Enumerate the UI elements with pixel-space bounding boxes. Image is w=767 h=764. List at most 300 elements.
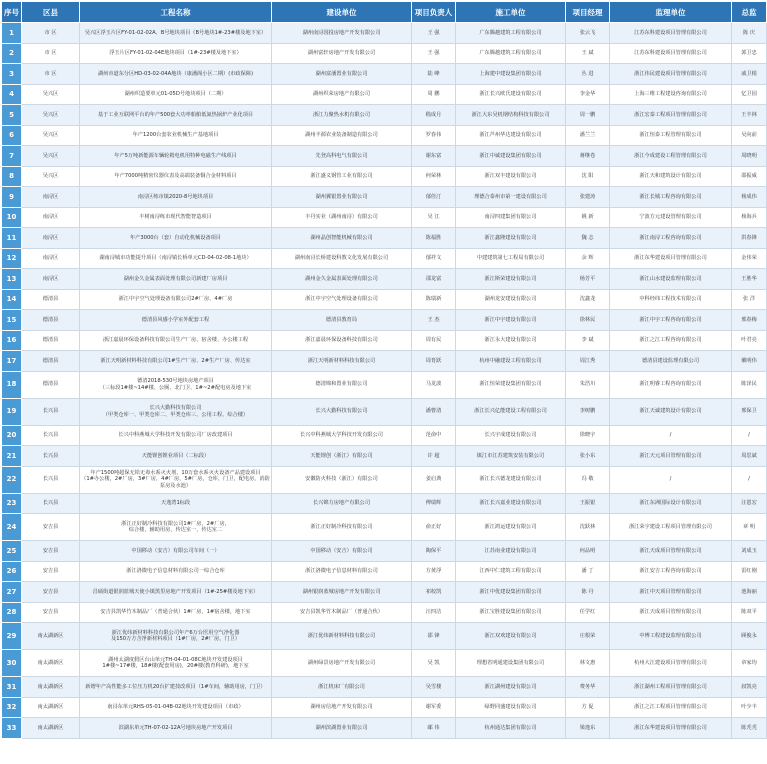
- project-name-cell: 南浔区练市镇2020-8号地块项目: [80, 187, 272, 208]
- header-seq: 序号: [2, 2, 22, 23]
- builder-cell: 浙江盛义钢管工业有限公司: [272, 166, 412, 187]
- district-cell: 吴兴区: [22, 105, 80, 126]
- project-leader-cell: 郁祥文: [412, 248, 456, 269]
- project-leader-cell: 王 强: [412, 23, 456, 44]
- seq-cell: 5: [2, 105, 22, 126]
- project-manager-cell: 李金华: [566, 84, 610, 105]
- project-manager-cell: 蒋继卷: [566, 146, 610, 167]
- table-row: [2, 187, 767, 208]
- supervisor-unit-cell: 浙江中宇工程咨询有限公司: [610, 310, 732, 331]
- chief-supervisor-cell: 汪恩宏: [732, 493, 767, 514]
- builder-cell: 浙江机床厂有限公司: [272, 677, 412, 698]
- table-row: [2, 23, 767, 44]
- contractor-cell: 广东腾越建筑工程有限公司: [456, 43, 566, 64]
- district-cell: 南浔区: [22, 248, 80, 269]
- header-supervisor-unit: 监理单位: [610, 2, 732, 23]
- project-leader-cell: 陶保平: [412, 541, 456, 562]
- builder-cell: 湖州翼银置业有限公司: [272, 187, 412, 208]
- supervisor-unit-cell: 浙江湖州工程项目管理有限公司: [610, 677, 732, 698]
- project-manager-cell: 张小东: [566, 446, 610, 467]
- project-name-cell: 昌硕街道银润蓝城天使小镇黑里房地产开发项目（1#-25#楼及地下室）: [80, 582, 272, 603]
- project-name-cell: 湖州织造要单元01-05D号地块项目（二期）: [80, 84, 272, 105]
- seq-cell: 13: [2, 269, 22, 290]
- table-row: [2, 602, 767, 623]
- contractor-cell: 浙江长兴嘉业建设有限公司: [456, 493, 566, 514]
- table-row: [2, 541, 767, 562]
- project-leader-cell: 许 超: [412, 446, 456, 467]
- project-name-cell: 浮玉片区FY-01-02-04E地块项目（1#-23#楼及地下室）: [80, 43, 272, 64]
- supervisor-unit-cell: 江苏东科建设项目管理有限公司: [610, 43, 732, 64]
- project-leader-cell: 周 鹏: [412, 84, 456, 105]
- chief-supervisor-cell: 雷红刚: [732, 561, 767, 582]
- builder-cell: 天能锂创（浙江）有限公司: [272, 446, 412, 467]
- project-name-cell: 德清2018-530号地块房地产项目 （三标段1#楼~14#楼、公厕、北门卫、1#~2#配电房及地下室: [80, 371, 272, 398]
- table-row: [2, 43, 767, 64]
- chief-supervisor-cell: 洪春锋: [732, 228, 767, 249]
- chief-supervisor-cell: 王胜华: [732, 269, 767, 290]
- contractor-cell: 浙江芦州华达建设有限公司: [456, 125, 566, 146]
- seq-cell: 22: [2, 466, 22, 493]
- project-manager-cell: 张云飞: [566, 23, 610, 44]
- project-name-cell: 浙江嘉晨环保设备科技有限公司生产厂房、宿舍楼、办公楼工程: [80, 330, 272, 351]
- project-leader-cell: 汪四洁: [412, 602, 456, 623]
- builder-cell: 安徽防火科技（浙江）有限公司: [272, 466, 412, 493]
- contractor-cell: 镇江市江苏建筑安装有限公司: [456, 446, 566, 467]
- chief-supervisor-cell: 邢保卫: [732, 398, 767, 425]
- project-manager-cell: 王振银: [566, 493, 610, 514]
- project-manager-cell: 潘兰兰: [566, 125, 610, 146]
- project-name-cell: 浙江中宇空气处理设备有限公司2#厂房、4#厂房: [80, 289, 272, 310]
- project-name-cell: 年产7000吨精密仪器仪表及高端装备铜合金材料项目: [80, 166, 272, 187]
- project-leader-cell: 方黄浮: [412, 561, 456, 582]
- builder-cell: 德清县教育局: [272, 310, 412, 331]
- table-row: [2, 398, 767, 425]
- contractor-cell: 江苏南业建设有限公司: [456, 541, 566, 562]
- table-row: [2, 84, 767, 105]
- project-manager-cell: 梁逸东: [566, 718, 610, 739]
- table-row: [2, 330, 767, 351]
- table-body: [2, 23, 767, 739]
- supervisor-unit-cell: 浙江天和建筑设计有限公司: [610, 166, 732, 187]
- table-row: [2, 718, 767, 739]
- builder-cell: 安吉县凯华竹木制品厂（普通合伙）: [272, 602, 412, 623]
- header-project-leader: 项目负责人: [412, 2, 456, 23]
- builder-cell: 中国移动（安吉）有限公司: [272, 541, 412, 562]
- chief-supervisor-cell: 周思斌: [732, 446, 767, 467]
- project-name-cell: 浙江正好制冷科技有限公司1#厂房，2#厂房， 综合楼，辅助用房，传达室一，传达室二: [80, 514, 272, 541]
- supervisor-unit-cell: 浙江之江工程项目管理有限公司: [610, 697, 732, 718]
- seq-cell: 9: [2, 187, 22, 208]
- supervisor-unit-cell: 杭州大江建设项目管理有限公司: [610, 650, 732, 677]
- district-cell: 吴兴区: [22, 84, 80, 105]
- contractor-cell: 浙江大东吴机钢结构科技有限公司: [456, 105, 566, 126]
- project-name-cell: 长兴中科燕城大学科技开发有限公司厂房改建项目: [80, 425, 272, 446]
- seq-cell: 33: [2, 718, 22, 739]
- table-row: [2, 425, 767, 446]
- chief-supervisor-cell: 池海丽: [732, 582, 767, 603]
- contractor-cell: 理想省明通建设集团有限公司: [456, 650, 566, 677]
- project-leader-cell: 马龙波: [412, 371, 456, 398]
- seq-cell: 4: [2, 84, 22, 105]
- project-name-cell: 湖南浔城市功能提升项目（南浔镇长桥单元CD-04-02-08-1地块）: [80, 248, 272, 269]
- supervisor-unit-cell: 浙江宏泰工程项目管理有限公司: [610, 105, 732, 126]
- project-leader-cell: 周有民: [412, 330, 456, 351]
- project-name-cell: 年产5万吨新能源车辆轮毂电机用特种电磁生产线项目: [80, 146, 272, 167]
- supervisor-unit-cell: 浙江今成建设工程管理有限公司: [610, 146, 732, 167]
- district-cell: 德清县: [22, 289, 80, 310]
- builder-cell: 浙江中宇空气处理设备有限公司: [272, 289, 412, 310]
- builder-cell: 湖州金久金属表面处理有限公司: [272, 269, 412, 290]
- table-row: [2, 623, 767, 650]
- district-cell: 吴兴区: [22, 125, 80, 146]
- chief-supervisor-cell: 顾俊永: [732, 623, 767, 650]
- header-contractor: 施工单位: [456, 2, 566, 23]
- chief-supervisor-cell: 叶少丰: [732, 697, 767, 718]
- table-row: [2, 561, 767, 582]
- project-leader-cell: 祁校凯: [412, 582, 456, 603]
- project-leader-cell: 吴雪楼: [412, 677, 456, 698]
- chief-supervisor-cell: 郭卫忠: [732, 43, 767, 64]
- district-cell: 吴兴区: [22, 146, 80, 167]
- seq-cell: 30: [2, 650, 22, 677]
- builder-cell: 德清锦和置业有限公司: [272, 371, 412, 398]
- header-district: 区县: [22, 2, 80, 23]
- contractor-cell: 浙江长兴亿能建设工程有限公司: [456, 398, 566, 425]
- supervisor-unit-cell: /: [610, 425, 732, 446]
- supervisor-unit-cell: 浙江天诚建筑设计有限公司: [610, 398, 732, 425]
- project-manager-cell: 陈 丹: [566, 582, 610, 603]
- project-name-cell: 湖州金久金属表面处理有限公司新建厂房项目: [80, 269, 272, 290]
- project-leader-cell: 姜启典: [412, 466, 456, 493]
- district-cell: 安吉县: [22, 602, 80, 623]
- contractor-cell: 上海建中建设集团有限公司: [456, 64, 566, 85]
- chief-supervisor-cell: 邵振威: [732, 166, 767, 187]
- project-leader-cell: 周育跃: [412, 351, 456, 372]
- builder-cell: 长兴大勤科技有限公司: [272, 398, 412, 425]
- table-row: [2, 269, 767, 290]
- project-name-cell: 丰树南浔练市现代智能智造项目: [80, 207, 272, 228]
- district-cell: 长兴县: [22, 493, 80, 514]
- project-name-cell: 湖州市道东分区HD-03-02-04A地块（康潘阁小区二期）(市政保障): [80, 64, 272, 85]
- chief-supervisor-cell: 章家均: [732, 650, 767, 677]
- seq-cell: 7: [2, 146, 22, 167]
- project-leader-cell: 王 杰: [412, 310, 456, 331]
- table-row: [2, 64, 767, 85]
- project-name-cell: 基于工业互联网平台的年产500套大功率船舶低氮热锅炉产业化项目: [80, 105, 272, 126]
- chief-supervisor-cell: 刘成玉: [732, 541, 767, 562]
- table-row: [2, 446, 767, 467]
- project-name-cell: 德清县风感小学室外配套工程: [80, 310, 272, 331]
- seq-cell: 27: [2, 582, 22, 603]
- project-manager-cell: 周江秀: [566, 351, 610, 372]
- seq-cell: 16: [2, 330, 22, 351]
- project-name-cell: 浙江天明新材料科技有限公司1#生产厂房、2#生产厂房、传达室: [80, 351, 272, 372]
- project-name-cell: 新增年产高性能多工位压力机20台扩建技改项目（1#车间，辅助用房，门卫）: [80, 677, 272, 698]
- builder-cell: 先登高科电气有限公司: [272, 146, 412, 167]
- supervisor-unit-cell: 浙江长城工程咨询有限公司: [610, 187, 732, 208]
- contractor-cell: 浙江鸿运建设有限公司: [456, 514, 566, 541]
- chief-supervisor-cell: 吴向前: [732, 125, 767, 146]
- seq-cell: 3: [2, 64, 22, 85]
- project-manager-cell: 沈 阳: [566, 166, 610, 187]
- table-row: [2, 514, 767, 541]
- contractor-cell: 浙江长兴德龙建设有限公司: [456, 466, 566, 493]
- builder-cell: 浙江洛微电子信息材料有限公司: [272, 561, 412, 582]
- seq-cell: 2: [2, 43, 22, 64]
- project-leader-cell: 邵龙富: [412, 269, 456, 290]
- table-row: [2, 105, 767, 126]
- project-manager-cell: 徐晓宇: [566, 425, 610, 446]
- project-name-cell: 湖州太湖度假区台山单元TH-04-01-08C地块开发建设项目 1#楼~17#楼，18#楼(配套用房)，20#楼(教育科研)，地下室: [80, 650, 272, 677]
- table-row: [2, 207, 767, 228]
- supervisor-unit-cell: 浙江东华建设项目管理有限公司: [610, 718, 732, 739]
- header-project-name: 工程名称: [80, 2, 272, 23]
- builder-cell: 浙江正好制冷科技有限公司: [272, 514, 412, 541]
- supervisor-unit-cell: 浙江山水建设监理有限公司: [610, 269, 732, 290]
- district-cell: 德清县: [22, 371, 80, 398]
- seq-cell: 23: [2, 493, 22, 514]
- chief-supervisor-cell: /: [732, 425, 767, 446]
- chief-supervisor-cell: 王丰林: [732, 105, 767, 126]
- table-row: [2, 582, 767, 603]
- builder-cell: 湖州南浔长桥建设科教文化发展有限公司: [272, 248, 412, 269]
- project-leader-cell: 谢东富: [412, 146, 456, 167]
- project-leader-cell: 谢军委: [412, 697, 456, 718]
- table-row: [2, 310, 767, 331]
- project-manager-cell: 方 促: [566, 697, 610, 718]
- project-manager-cell: 李 斌: [566, 330, 610, 351]
- district-cell: 安吉县: [22, 582, 80, 603]
- contractor-cell: 理德合泰州市第一建设有限公司: [456, 187, 566, 208]
- contractor-cell: 绿野同盛建设有限公司: [456, 697, 566, 718]
- project-leader-cell: 邵 锋: [412, 623, 456, 650]
- project-name-cell: 南浔东单元RHS-05-01-04B-02地块开发建设项目（市政）: [80, 697, 272, 718]
- project-leader-cell: 潘曹清: [412, 398, 456, 425]
- project-name-cell: 安吉县凯华竹木制品厂（普通合伙）1#厂房，1#宿舍楼，地下室: [80, 602, 272, 623]
- chief-supervisor-cell: 戴明伟: [732, 351, 767, 372]
- project-leader-cell: 范俞中: [412, 425, 456, 446]
- contractor-cell: 长兴宇成建设有限公司: [456, 425, 566, 446]
- project-name-cell: 浙江优纬新材料科技有限公司年产6万台医用空气净化器 及150万方含净新材料项目（1#厂房，2#厂房，门卫）: [80, 623, 272, 650]
- contractor-cell: 中建建筑第七工程局有限公司: [456, 248, 566, 269]
- builder-cell: 湖州滨湖置业有限公司: [272, 718, 412, 739]
- seq-cell: 18: [2, 371, 22, 398]
- supervisor-unit-cell: 浙江安吉工程咨询有限公司: [610, 561, 732, 582]
- project-manager-cell: 张建涛: [566, 187, 610, 208]
- project-manager-cell: 魏 志: [566, 228, 610, 249]
- project-leader-cell: 罗春伟: [412, 125, 456, 146]
- district-cell: 德清县: [22, 330, 80, 351]
- district-cell: 南浔区: [22, 187, 80, 208]
- district-cell: 南浔区: [22, 207, 80, 228]
- project-leader-cell: 陆 峰: [412, 64, 456, 85]
- project-leader-cell: 郁佳汀: [412, 187, 456, 208]
- builder-cell: 长兴中科燕城大学科技开发有限公司: [272, 425, 412, 446]
- seq-cell: 17: [2, 351, 22, 372]
- project-manager-cell: 徐林民: [566, 310, 610, 331]
- district-cell: 德清县: [22, 310, 80, 331]
- contractor-cell: 浙江中宇建设有限公司: [456, 310, 566, 331]
- supervisor-unit-cell: 浙江天成项目管理有限公司: [610, 602, 732, 623]
- supervisor-unit-cell: 浙江恒泰工程管理有限公司: [610, 125, 732, 146]
- project-leader-cell: 傅瑞辉: [412, 493, 456, 514]
- chief-supervisor-cell: 金伟荣: [732, 248, 767, 269]
- table-row: [2, 650, 767, 677]
- table-row: [2, 677, 767, 698]
- supervisor-unit-cell: 浙江天成项目管理有限公司: [610, 541, 732, 562]
- supervisor-unit-cell: 中傅工程建设监理有限公司: [610, 623, 732, 650]
- builder-cell: 浙江优纬新材料科技有限公司: [272, 623, 412, 650]
- builder-cell: 长兴锦力房地产有限公司: [272, 493, 412, 514]
- project-manager-cell: 王 斌: [566, 43, 610, 64]
- table-row: [2, 166, 767, 187]
- district-cell: 南太湖新区: [22, 718, 80, 739]
- seq-cell: 32: [2, 697, 22, 718]
- supervisor-unit-cell: 浙江东华建设项目管理有限公司: [610, 248, 732, 269]
- seq-cell: 14: [2, 289, 22, 310]
- seq-cell: 25: [2, 541, 22, 562]
- supervisor-unit-cell: 浙江明睿工程咨询有限公司: [610, 371, 732, 398]
- builder-cell: 湖州银润蓝城房地产开发有限公司: [272, 582, 412, 603]
- supervisor-unit-cell: 江苏东科建设项目管理有限公司: [610, 23, 732, 44]
- builder-cell: 湖州南浔国投房地产开发有限公司: [272, 23, 412, 44]
- contractor-cell: 杭州通达集团有限公司: [456, 718, 566, 739]
- district-cell: 市 区: [22, 43, 80, 64]
- builder-cell: 湖州房信地产开发有限公司: [272, 697, 412, 718]
- table-row: [2, 248, 767, 269]
- district-cell: 市 区: [22, 23, 80, 44]
- supervisor-unit-cell: 浙江南浔工程咨询有限公司: [610, 228, 732, 249]
- contractor-cell: 南浔四建集团有限公司: [456, 207, 566, 228]
- chief-supervisor-cell: 周晓明: [732, 146, 767, 167]
- supervisor-unit-cell: 浙江中天项目管理有限公司: [610, 582, 732, 603]
- table-row: [2, 493, 767, 514]
- project-name-cell: 年产1500吨超保无铅无毒水系灭火剂、10万套水系灭火设备产品建设项目 （1#办公楼，2#厂房，3#厂房，4#厂房，5#厂房，仓库，门卫，配电房，消防泵房及水池）: [80, 466, 272, 493]
- seq-cell: 24: [2, 514, 22, 541]
- supervisor-unit-cell: 宁波方元建设管理有限公司: [610, 207, 732, 228]
- project-leader-cell: 嵇成月: [412, 105, 456, 126]
- table-header-row: [2, 2, 767, 23]
- project-leader-cell: 吴 凯: [412, 650, 456, 677]
- district-cell: 安吉县: [22, 541, 80, 562]
- seq-cell: 6: [2, 125, 22, 146]
- builder-cell: 湖州富轩房地产开发有限公司: [272, 43, 412, 64]
- project-leader-cell: 邮 伟: [412, 718, 456, 739]
- project-name-cell: 天能锂创锂业项目（二标段）: [80, 446, 272, 467]
- project-name-cell: 滨湖东单元TH-07-02-12A号地块房地产开发项目: [80, 718, 272, 739]
- contractor-cell: 广东腾越建筑工程有限公司: [456, 23, 566, 44]
- chief-supervisor-cell: 陈双平: [732, 602, 767, 623]
- project-manager-cell: 费务华: [566, 677, 610, 698]
- district-cell: 安吉县: [22, 514, 80, 541]
- district-cell: 安吉县: [22, 561, 80, 582]
- seq-cell: 20: [2, 425, 22, 446]
- project-manager-cell: 冯 敬: [566, 466, 610, 493]
- seq-cell: 8: [2, 166, 22, 187]
- project-manager-cell: 潘 丁: [566, 561, 610, 582]
- district-cell: 长兴县: [22, 446, 80, 467]
- builder-cell: 湖州织荣房地产有限公司: [272, 84, 412, 105]
- project-name-cell: 吴兴区浮玉片区FY-01-02-02A、B号地块项目（B号地块1#-23#楼及地下室）: [80, 23, 272, 44]
- seq-cell: 28: [2, 602, 22, 623]
- table-row: [2, 466, 767, 493]
- seq-cell: 26: [2, 561, 22, 582]
- district-cell: 南太湖新区: [22, 697, 80, 718]
- chief-supervisor-cell: 忆卫园: [732, 84, 767, 105]
- chief-supervisor-cell: 章 明: [732, 514, 767, 541]
- project-manager-cell: 周一鹏: [566, 105, 610, 126]
- builder-cell: 湖州富潘置业有限公司: [272, 64, 412, 85]
- seq-cell: 1: [2, 23, 22, 44]
- district-cell: 吴兴区: [22, 166, 80, 187]
- seq-cell: 10: [2, 207, 22, 228]
- chief-supervisor-cell: 张 洋: [732, 289, 767, 310]
- table-row: [2, 146, 767, 167]
- district-cell: 长兴县: [22, 425, 80, 446]
- contractor-cell: 浙江中诚建设集团有限公司: [456, 146, 566, 167]
- district-cell: 南浔区: [22, 269, 80, 290]
- district-cell: 南太湖新区: [22, 623, 80, 650]
- district-cell: 市 区: [22, 64, 80, 85]
- header-chief-supervisor: 总监: [732, 2, 767, 23]
- chief-supervisor-cell: 陈 庆: [732, 23, 767, 44]
- builder-cell: 浙江力聚热水机有限公司: [272, 105, 412, 126]
- supervisor-unit-cell: 中科经纬工程技术有限公司: [610, 289, 732, 310]
- contractor-cell: 浙江双欢建设有限公司: [456, 623, 566, 650]
- chief-supervisor-cell: 杨成伟: [732, 187, 767, 208]
- project-manager-cell: 朱浩川: [566, 371, 610, 398]
- supervisor-unit-cell: 浙江荣宇建设工程项目管理有限公司: [610, 514, 732, 541]
- project-leader-cell: 陈福胜: [412, 228, 456, 249]
- table-row: [2, 228, 767, 249]
- project-manager-cell: 沈跃林: [566, 514, 610, 541]
- project-manager-cell: 杨芳平: [566, 269, 610, 290]
- builder-cell: 湖州丰源农业装备制造有限公司: [272, 125, 412, 146]
- seq-cell: 31: [2, 677, 22, 698]
- project-manager-cell: 任学红: [566, 602, 610, 623]
- chief-supervisor-cell: 叔凯亮: [732, 677, 767, 698]
- contractor-cell: 浙江宝胜建设集团有限公司: [456, 602, 566, 623]
- project-name-cell: 年产1200台套农业机械生产基地项目: [80, 125, 272, 146]
- project-leader-cell: 王 强: [412, 43, 456, 64]
- chief-supervisor-cell: 陈秃秃: [732, 718, 767, 739]
- header-builder: 建设单位: [272, 2, 412, 23]
- contractor-cell: 浙江恒荣建设集团有限公司: [456, 371, 566, 398]
- project-leader-cell: 何荣林: [412, 166, 456, 187]
- project-leader-cell: 吴 江: [412, 207, 456, 228]
- table-row: [2, 371, 767, 398]
- supervisor-unit-cell: 德清县建设监理有限公司: [610, 351, 732, 372]
- supervisor-unit-cell: 上海三维工程建设咨询有限公司: [610, 84, 732, 105]
- header-project-manager: 项目经理: [566, 2, 610, 23]
- contractor-cell: 浙江斯荣建设有限公司: [456, 269, 566, 290]
- builder-cell: 丰丹实业（湖州南浔）有限公司: [272, 207, 412, 228]
- table-row: [2, 125, 767, 146]
- contractor-cell: 浙江双丰建设有限公司: [456, 166, 566, 187]
- contractor-cell: 浙江中优建设集团有限公司: [456, 582, 566, 603]
- seq-cell: 21: [2, 446, 22, 467]
- table-row: [2, 697, 767, 718]
- builder-cell: 浙江嘉晨环保设备科技有限公司: [272, 330, 412, 351]
- seq-cell: 11: [2, 228, 22, 249]
- builder-cell: 湖州绿景房地产开发有限公司: [272, 650, 412, 677]
- project-leader-cell: 陈瑞新: [412, 289, 456, 310]
- district-cell: 南太湖新区: [22, 650, 80, 677]
- project-manager-cell: 姚 新: [566, 207, 610, 228]
- builder-cell: 湖州晶创智能机械有限公司: [272, 228, 412, 249]
- district-cell: 长兴县: [22, 398, 80, 425]
- project-name-cell: 年产3000台（套）自动化机械设备项目: [80, 228, 272, 249]
